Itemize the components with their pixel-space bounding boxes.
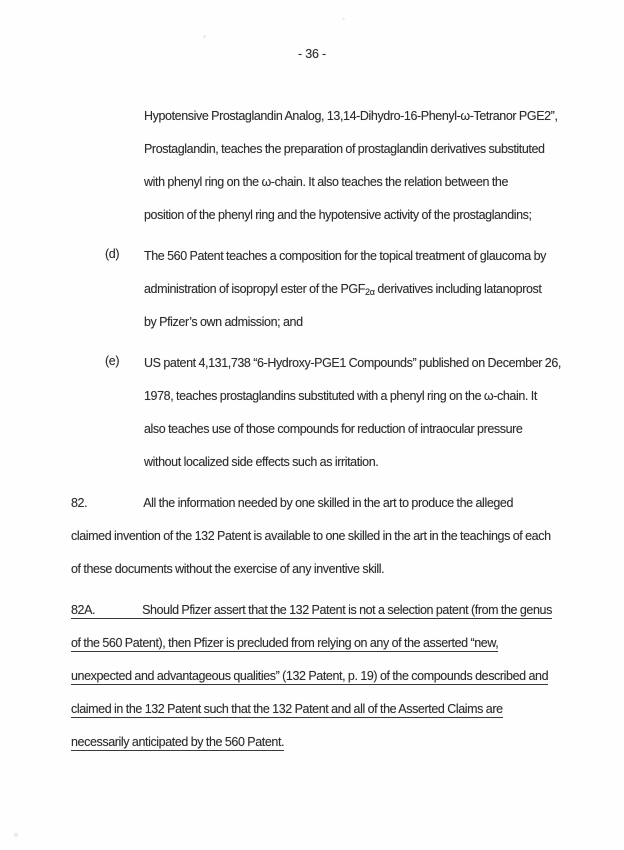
text-line (144, 173, 624, 206)
text-line (144, 206, 624, 239)
text-line-content: with phenyl ring on the ω-chain. It also teaches the relation between the (144, 175, 509, 189)
scan-speck (342, 18, 345, 20)
text-line (144, 387, 624, 420)
text-line (144, 280, 624, 313)
text-line-content: claimed invention of the 132 Patent is available to one skilled in the art in the teachings of each (71, 529, 551, 543)
text-line (144, 420, 624, 453)
text-line (144, 313, 624, 346)
text-line-content-underlined: of the 560 Patent), then Pfizer is precluded from relying on any of the asserted “new, (71, 636, 499, 650)
text-line (144, 140, 624, 173)
text-line-content: 1978, teaches prostaglandins substituted with a phenyl ring on the ω-chain. It (144, 389, 537, 403)
text-line-content: The 560 Patent teaches a composition for the topical treatment of glaucoma by (144, 249, 546, 263)
paragraph-82a (71, 601, 624, 766)
paragraph-first-line-text: Should Pfizer assert that the 132 Patent is not a selection patent (from the genus (142, 603, 552, 617)
text-before-subscript: administration of isopropyl ester of the PGF (144, 282, 365, 296)
list-item-e-marker: (e) (105, 354, 120, 368)
scan-speck (14, 833, 18, 837)
list-item-d (105, 247, 624, 346)
text-line (71, 700, 624, 733)
text-line-content: US patent 4,131,738 “6-Hydroxy-PGE1 Compounds” published on December 26, (144, 356, 561, 370)
list-item-e (105, 354, 624, 486)
document-body (0, 107, 624, 774)
text-line-content: of these documents without the exercise of any inventive skill. (71, 562, 385, 576)
text-line (71, 733, 624, 766)
text-line (71, 667, 624, 700)
text-line-content: without localized side effects such as irritation. (144, 455, 379, 469)
paragraph-intro-continuation (144, 107, 624, 239)
text-line (144, 247, 624, 280)
text-line-content: Hypotensive Prostaglandin Analog, 13,14-Dihydro-16-Phenyl-ω-Tetranor PGE2”, (144, 109, 558, 123)
text-line (144, 453, 624, 486)
text-line-content: also teaches use of those compounds for reduction of intraocular pressure (144, 422, 523, 436)
text-line (71, 634, 624, 667)
text-line-content-underlined (71, 603, 552, 619)
paragraph-82 (71, 494, 624, 593)
paragraph-number: 82. (71, 496, 88, 510)
text-line (71, 527, 624, 560)
list-item-d-marker: (d) (105, 247, 120, 261)
text-line-content-underlined: necessarily anticipated by the 560 Patent. (71, 735, 285, 749)
text-line (71, 560, 624, 593)
page-number: - 36 - (298, 47, 326, 61)
text-line (144, 107, 624, 140)
text-line-content (71, 496, 513, 511)
paragraph-number: 82A. (71, 603, 96, 617)
text-line-content (144, 282, 541, 300)
text-line (71, 601, 624, 634)
text-line-content-underlined: claimed in the 132 Patent such that the 132 Patent and all of the Asserted Claims are (71, 702, 503, 716)
text-line-content: position of the phenyl ring and the hypotensive activity of the prostaglandins; (144, 208, 532, 222)
paragraph-first-line-text: All the information needed by one skilled in the art to produce the alleged (143, 496, 514, 510)
text-after-subscript: derivatives including latanoprost (374, 282, 542, 296)
text-line (71, 494, 624, 527)
text-line-content: Prostaglandin, teaches the preparation of prostaglandin derivatives substituted (144, 142, 545, 156)
scan-speck (203, 35, 206, 38)
text-line (144, 354, 624, 387)
chemical-subscript: 2α (365, 287, 375, 297)
text-line-content: by Pfizer’s own admission; and (144, 315, 303, 329)
text-line-content-underlined: unexpected and advantageous qualities” (132 Patent, p. 19) of the compounds described and (71, 669, 549, 683)
